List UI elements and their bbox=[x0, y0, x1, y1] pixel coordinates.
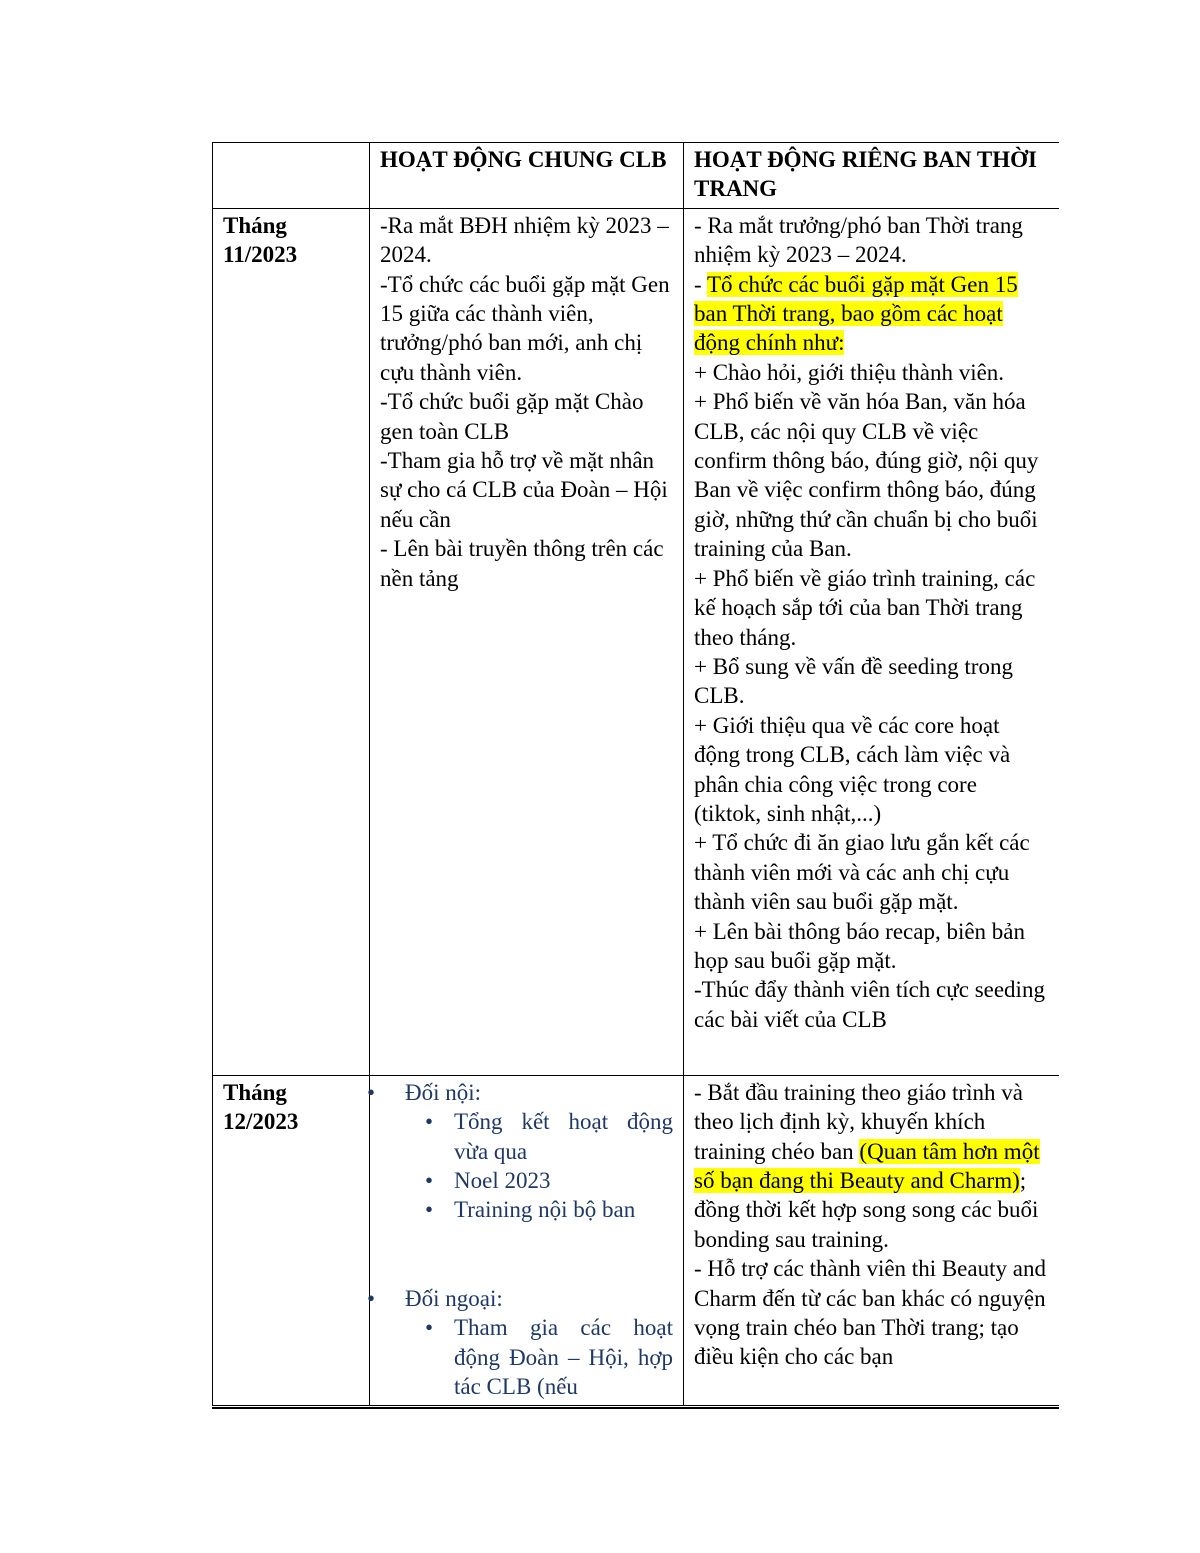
fashion-activity-item: + Giới thiệu qua về các core hoạt động trong CLB, cách làm việc và phân chia công việc trong core (tiktok, sinh nhật,...) bbox=[694, 712, 1011, 826]
fashion-activity-item: + Bổ sung về vấn đề seeding trong CLB. bbox=[694, 653, 1013, 709]
group-external bbox=[367, 1284, 673, 1402]
highlighted-text: (Quan tâm hơn một số bạn đang thi Beauty and Charm) bbox=[694, 1138, 1040, 1194]
month-cell bbox=[213, 208, 370, 1075]
header-cell-general-activities: HOẠT ĐỘNG CHUNG CLB bbox=[370, 143, 684, 209]
table-header-row bbox=[213, 143, 1060, 209]
fashion-activity-intro: - Ra mắt trưởng/phó ban Thời trang nhiệm kỳ 2023 – 2024. bbox=[694, 212, 1023, 268]
spacer bbox=[380, 1225, 673, 1284]
general-activity-item: - Lên bài truyền thông trên các nền tảng bbox=[380, 536, 664, 591]
fashion-activity-item: + Tổ chức đi ăn giao lưu gắn kết các thành viên mới và các anh chị cựu thành viên sau buổi gặp mặt. bbox=[694, 830, 1030, 915]
fashion-activity-item: + Chào hỏi, giới thiệu thành viên. bbox=[694, 359, 1005, 385]
paragraph-text: ; đồng thời kết hợp song song các buổi bonding sau training. bbox=[694, 1168, 1039, 1252]
fashion-activity-highlight-line bbox=[694, 270, 1049, 358]
dash-prefix: - bbox=[694, 271, 707, 297]
bullet-icon: • bbox=[367, 1285, 376, 1311]
month-cell bbox=[213, 1075, 370, 1406]
fashion-activities-cell bbox=[684, 1075, 1060, 1406]
bullet-icon: • bbox=[425, 1315, 434, 1341]
list-item bbox=[405, 1195, 673, 1224]
list-item bbox=[405, 1313, 673, 1401]
activity-plan-table bbox=[212, 142, 1059, 1406]
list-item-text: Tổng kết hoạt động vừa qua bbox=[454, 1109, 673, 1164]
group-items bbox=[405, 1107, 673, 1225]
list-item-text: Training nội bộ ban bbox=[454, 1197, 636, 1223]
activity-plan-table-wrapper bbox=[212, 142, 1059, 1409]
fashion-activity-item: -Thúc đẩy thành viên tích cực seeding các bài viết của CLB bbox=[694, 977, 1045, 1032]
group-label: Đối nội: bbox=[405, 1079, 482, 1105]
general-activity-item: -Tổ chức buổi gặp mặt Chào gen toàn CLB bbox=[380, 389, 644, 444]
table-row-december bbox=[213, 1075, 1060, 1406]
fashion-activities-cell bbox=[684, 208, 1060, 1075]
fashion-activity-item: + Lên bài thông báo recap, biên bản họp sau buổi gặp mặt. bbox=[694, 918, 1026, 973]
general-activities-cell bbox=[367, 1075, 684, 1406]
general-activity-groups bbox=[367, 1078, 673, 1402]
bullet-icon: • bbox=[425, 1168, 434, 1194]
general-activity-item: -Tham gia hỗ trợ về mặt nhân sự cho cá CLB của Đoàn – Hội nếu cần bbox=[380, 448, 668, 532]
fashion-activity-item: + Phổ biến về văn hóa Ban, văn hóa CLB, các nội quy CLB về việc confirm thông báo, đúng giờ, nội quy Ban về việc confirm thông báo, đúng giờ, những thứ cần chuẩn bị cho buổi training của Ban. bbox=[694, 389, 1039, 562]
fashion-activity-paragraph bbox=[694, 1078, 1049, 1254]
header-cell-month bbox=[213, 143, 370, 209]
paragraph-text: - Bắt đầu training theo giáo trình và theo lịch định kỳ, khuyến khích training chéo ban bbox=[694, 1079, 1023, 1164]
general-activity-item: -Ra mắt BĐH nhiệm kỳ 2023 – 2024. bbox=[380, 212, 669, 268]
list-item bbox=[405, 1166, 673, 1195]
group-label: Đối ngoại: bbox=[405, 1285, 503, 1311]
month-value: 12/2023 bbox=[223, 1109, 299, 1135]
bullet-icon: • bbox=[367, 1079, 376, 1105]
list-item-text: Tham gia các hoạt động Đoàn – Hội, hợp tác CLB (nếu bbox=[454, 1315, 673, 1400]
group-items bbox=[405, 1313, 673, 1401]
list-item-text: Noel 2023 bbox=[454, 1168, 551, 1194]
month-word: Tháng bbox=[223, 1079, 287, 1105]
fashion-activity-paragraph: - Hỗ trợ các thành viên thi Beauty and Charm đến từ các ban khác có nguyện vọng train chéo ban Thời trang; tạo điều kiện cho các bạn bbox=[694, 1256, 1046, 1370]
table-row-november bbox=[213, 208, 1060, 1075]
highlighted-text: Tổ chức các buổi gặp mặt Gen 15 ban Thời trang, bao gồm các hoạt động chính như: bbox=[694, 271, 1018, 356]
bullet-icon: • bbox=[425, 1109, 434, 1135]
general-activities-cell bbox=[370, 208, 684, 1075]
header-cell-fashion-activities: HOẠT ĐỘNG RIÊNG BAN THỜI TRANG bbox=[684, 143, 1060, 209]
bullet-icon: • bbox=[425, 1197, 434, 1223]
fashion-activity-item: + Phổ biến về giáo trình training, các kế hoạch sắp tới của ban Thời trang theo tháng. bbox=[694, 565, 1036, 650]
list-item bbox=[405, 1107, 673, 1166]
month-word: Tháng bbox=[223, 212, 287, 238]
month-value: 11/2023 bbox=[223, 242, 298, 268]
group-internal bbox=[367, 1078, 673, 1225]
general-activity-item: -Tổ chức các buổi gặp mặt Gen 15 giữa các thành viên, trưởng/phó ban mới, anh chị cựu thành viên. bbox=[380, 271, 670, 385]
